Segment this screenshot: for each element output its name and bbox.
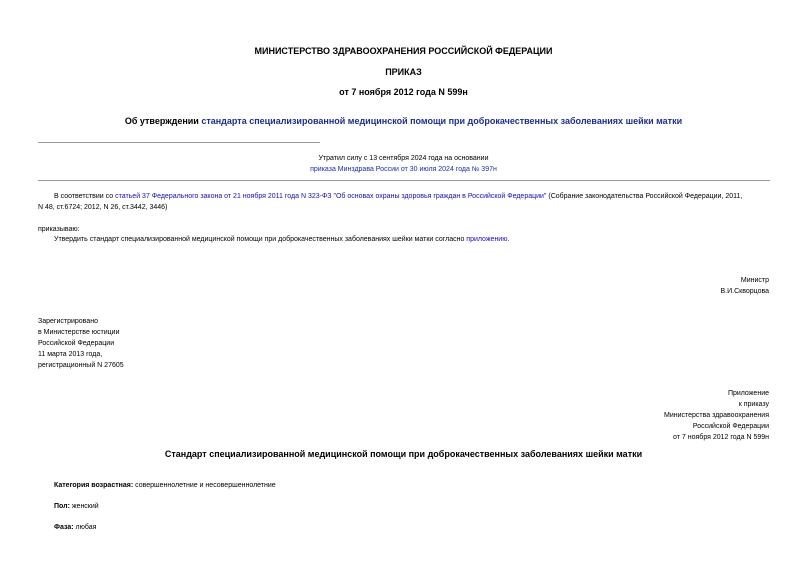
status-note — [0, 153, 807, 175]
status-note-line1: Утратил силу с 13 сентября 2024 года на основании — [318, 155, 489, 162]
field-label: Категория возрастная: — [54, 482, 134, 489]
status-note-link[interactable]: приказа Минздрава России от 30 июля 2024 года № 397н — [310, 166, 497, 173]
preamble-paragraph — [54, 191, 774, 202]
signature-position: Министр — [740, 277, 769, 284]
registration-line: 11 марта 2013 года, — [38, 351, 103, 358]
divider-top — [38, 142, 320, 143]
field-label: Фаза: — [54, 524, 74, 531]
preamble-prefix: В соответствии со — [54, 193, 116, 200]
field-phase — [54, 522, 96, 533]
field-sex — [54, 501, 99, 512]
field-age-category — [54, 480, 276, 491]
doc-title-prefix: Об утверждении — [124, 116, 202, 126]
order-period: . — [507, 236, 510, 243]
field-value: совершеннолетние и несовершеннолетние — [133, 482, 276, 489]
order-text: Утвердить стандарт специализированной медицинской помощи при доброкачественных заболеваниях шейки матки согласно — [54, 236, 467, 243]
order-paragraph — [54, 234, 509, 245]
field-value: любая — [73, 524, 97, 531]
ministry-heading: МИНИСТЕРСТВО ЗДРАВООХРАНЕНИЯ РОССИЙСКОЙ ФЕДЕРАЦИИ — [254, 46, 553, 56]
doc-title — [0, 116, 807, 126]
signature-name: В.И.Скворцова — [720, 288, 769, 295]
registration-line: Российской Федерации — [38, 340, 115, 347]
field-value: женский — [69, 503, 99, 510]
standard-title: Стандарт специализированной медицинской помощи при доброкачественных заболеваниях шейки матки — [164, 449, 643, 459]
registration-block — [38, 316, 124, 371]
preamble-suffix: (Собрание законодательства Российской Федерации, 2011, — [546, 193, 743, 200]
appendix-line: Министерства здравоохранения — [664, 412, 769, 419]
appendix-link[interactable]: приложению — [466, 236, 508, 243]
appendix-line: к приказу — [738, 401, 769, 408]
doc-date: от 7 ноября 2012 года N 599н — [339, 87, 468, 97]
preamble-line2: N 48, ст.6724; 2012, N 26, ст.3442, 3446) — [38, 204, 168, 211]
field-label: Пол: — [54, 503, 70, 510]
doc-title-link[interactable]: стандарта специализированной медицинской помощи при доброкачественных заболеваниях шейки матки — [201, 116, 683, 126]
doc-type-heading: ПРИКАЗ — [385, 67, 422, 77]
law-link[interactable]: статьей 37 Федерального закона от 21 ноября 2011 года N 323-ФЗ "Об основах охраны здоровья граждан в Российской Федерации" — [115, 193, 547, 200]
appendix-line: от 7 ноября 2012 года N 599н — [673, 434, 769, 441]
registration-line: регистрационный N 27605 — [38, 362, 124, 369]
registration-line: Зарегистрировано — [38, 318, 98, 325]
registration-line: в Министерстве юстиции — [38, 329, 120, 336]
divider-bottom — [38, 180, 770, 181]
order-word: приказываю: — [38, 226, 80, 233]
appendix-block — [664, 388, 769, 443]
appendix-line: Приложение — [727, 390, 769, 397]
appendix-line: Российской Федерации — [692, 423, 769, 430]
